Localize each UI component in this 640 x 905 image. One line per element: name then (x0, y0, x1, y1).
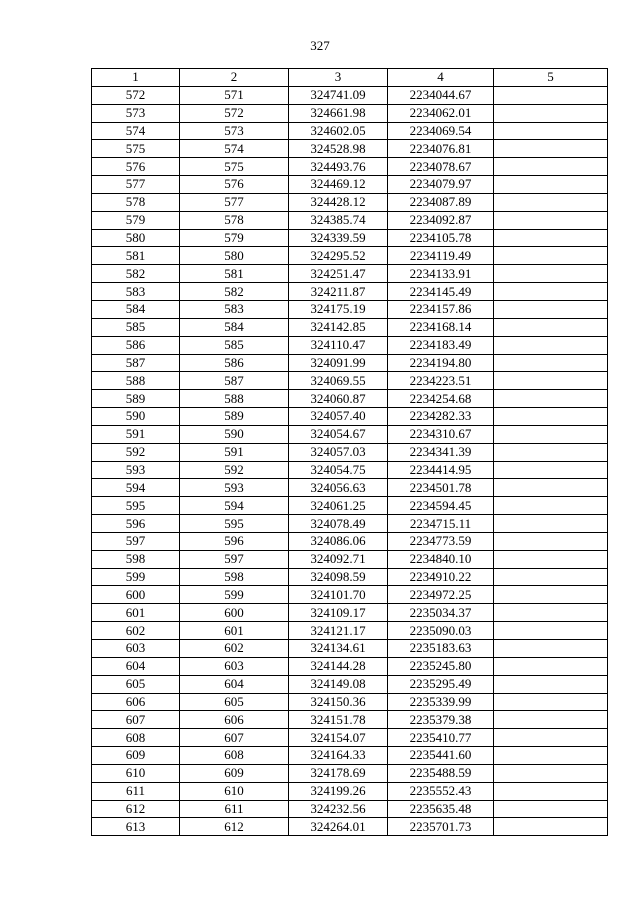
table-cell: 324054.75 (289, 461, 388, 479)
coordinates-table (91, 68, 608, 836)
table-cell: 324121.17 (289, 622, 388, 640)
table-cell: 591 (92, 425, 180, 443)
table-cell: 324339.59 (289, 229, 388, 247)
table-cell: 596 (180, 532, 289, 550)
table-cell (494, 586, 608, 604)
table-cell: 324134.61 (289, 640, 388, 658)
table-row (92, 336, 608, 354)
table-cell: 2234062.01 (388, 104, 494, 122)
table-cell: 324528.98 (289, 140, 388, 158)
page-number: 327 (310, 38, 330, 53)
table-cell: 324741.09 (289, 86, 388, 104)
table-cell: 324057.03 (289, 443, 388, 461)
table-cell (494, 622, 608, 640)
table-cell: 596 (92, 515, 180, 533)
table-cell: 2234972.25 (388, 586, 494, 604)
table-cell: 598 (180, 568, 289, 586)
table-cell: 578 (180, 211, 289, 229)
table-cell: 2234194.80 (388, 354, 494, 372)
table-cell: 324060.87 (289, 390, 388, 408)
table-cell: 324151.78 (289, 711, 388, 729)
table-row (92, 372, 608, 390)
table-cell: 2235090.03 (388, 622, 494, 640)
table-cell: 324091.99 (289, 354, 388, 372)
table-cell (494, 300, 608, 318)
table-cell: 587 (180, 372, 289, 390)
table-cell: 2235410.77 (388, 729, 494, 747)
table-row (92, 782, 608, 800)
table-cell: 324164.33 (289, 747, 388, 765)
table-cell: 2235552.43 (388, 782, 494, 800)
table-cell: 2234076.81 (388, 140, 494, 158)
table-cell: 2235339.99 (388, 693, 494, 711)
table-cell: 610 (92, 764, 180, 782)
header-cell: 5 (494, 69, 608, 87)
table-cell: 2234594.45 (388, 497, 494, 515)
table-cell (494, 140, 608, 158)
table-cell: 608 (180, 747, 289, 765)
table-cell: 324092.71 (289, 550, 388, 568)
table-cell: 2235034.37 (388, 604, 494, 622)
table-cell: 2235379.38 (388, 711, 494, 729)
table-cell: 583 (180, 300, 289, 318)
table-cell (494, 390, 608, 408)
table-cell: 2234133.91 (388, 265, 494, 283)
table-row (92, 818, 608, 836)
table-row (92, 800, 608, 818)
table-cell: 2234044.67 (388, 86, 494, 104)
table-row (92, 176, 608, 194)
table-cell: 612 (180, 818, 289, 836)
table-cell: 324264.01 (289, 818, 388, 836)
table-row (92, 390, 608, 408)
table-cell: 324251.47 (289, 265, 388, 283)
table-row (92, 479, 608, 497)
table-cell: 593 (92, 461, 180, 479)
table-row (92, 675, 608, 693)
table-cell: 574 (92, 122, 180, 140)
table-cell: 586 (92, 336, 180, 354)
table-cell: 598 (92, 550, 180, 568)
table-cell: 608 (92, 729, 180, 747)
table-cell: 324661.98 (289, 104, 388, 122)
table-cell: 324178.69 (289, 764, 388, 782)
table-row (92, 211, 608, 229)
table-cell: 324110.47 (289, 336, 388, 354)
table-cell (494, 532, 608, 550)
table-cell: 2234773.59 (388, 532, 494, 550)
table-cell: 611 (180, 800, 289, 818)
table-cell (494, 104, 608, 122)
header-cell: 1 (92, 69, 180, 87)
table-cell: 577 (92, 176, 180, 194)
table-cell: 599 (180, 586, 289, 604)
table-cell: 587 (92, 354, 180, 372)
table-cell: 2234310.67 (388, 425, 494, 443)
table-cell: 2234183.49 (388, 336, 494, 354)
table-cell: 581 (180, 265, 289, 283)
table-cell: 573 (92, 104, 180, 122)
table-cell: 592 (180, 461, 289, 479)
table-cell: 582 (180, 283, 289, 301)
table-row (92, 425, 608, 443)
table-cell: 324069.55 (289, 372, 388, 390)
table-cell: 584 (92, 300, 180, 318)
table-cell: 601 (180, 622, 289, 640)
table-cell: 324428.12 (289, 193, 388, 211)
table-row (92, 193, 608, 211)
table-cell (494, 693, 608, 711)
table-cell: 2235183.63 (388, 640, 494, 658)
table-cell (494, 747, 608, 765)
table-cell: 324057.40 (289, 408, 388, 426)
table-row (92, 318, 608, 336)
table-cell (494, 479, 608, 497)
table-row (92, 443, 608, 461)
table-cell: 2234079.97 (388, 176, 494, 194)
table-cell: 2234501.78 (388, 479, 494, 497)
table-cell: 2234078.67 (388, 158, 494, 176)
table-cell: 324078.49 (289, 515, 388, 533)
table-cell: 607 (180, 729, 289, 747)
table-cell (494, 336, 608, 354)
table-cell (494, 568, 608, 586)
table-row (92, 640, 608, 658)
table-cell: 589 (92, 390, 180, 408)
table-row (92, 532, 608, 550)
table-cell: 612 (92, 800, 180, 818)
table-cell: 2234092.87 (388, 211, 494, 229)
table-row (92, 247, 608, 265)
table-row (92, 122, 608, 140)
table-row (92, 586, 608, 604)
table-cell: 577 (180, 193, 289, 211)
table-row (92, 747, 608, 765)
table-cell (494, 729, 608, 747)
table-cell (494, 497, 608, 515)
table-cell: 574 (180, 140, 289, 158)
table-cell: 2235701.73 (388, 818, 494, 836)
table-cell: 588 (180, 390, 289, 408)
table-body (92, 86, 608, 835)
table-row (92, 568, 608, 586)
table-cell (494, 515, 608, 533)
table-cell: 2234840.10 (388, 550, 494, 568)
table-cell: 588 (92, 372, 180, 390)
table-cell: 324054.67 (289, 425, 388, 443)
table-cell: 324602.05 (289, 122, 388, 140)
table-cell: 324061.25 (289, 497, 388, 515)
table-cell: 601 (92, 604, 180, 622)
table-cell: 324154.07 (289, 729, 388, 747)
header-row (92, 69, 608, 87)
table-cell: 2234223.51 (388, 372, 494, 390)
table-cell: 324295.52 (289, 247, 388, 265)
table-cell: 583 (92, 283, 180, 301)
table-cell: 2234145.49 (388, 283, 494, 301)
table-cell: 604 (180, 675, 289, 693)
table-cell: 600 (92, 586, 180, 604)
table-cell: 2234157.86 (388, 300, 494, 318)
table-cell: 604 (92, 657, 180, 675)
table-cell: 580 (180, 247, 289, 265)
table-cell: 324469.12 (289, 176, 388, 194)
table-cell (494, 764, 608, 782)
table-cell: 591 (180, 443, 289, 461)
table-cell: 584 (180, 318, 289, 336)
table-cell (494, 640, 608, 658)
table-cell: 586 (180, 354, 289, 372)
table-cell: 592 (92, 443, 180, 461)
table-cell (494, 229, 608, 247)
table-cell: 605 (92, 675, 180, 693)
table-cell: 324493.76 (289, 158, 388, 176)
table-cell: 324109.17 (289, 604, 388, 622)
table-cell: 2234119.49 (388, 247, 494, 265)
table-cell: 2234105.78 (388, 229, 494, 247)
table-cell: 324175.19 (289, 300, 388, 318)
table-cell: 324232.56 (289, 800, 388, 818)
table-row (92, 693, 608, 711)
table-cell: 585 (180, 336, 289, 354)
table-cell: 572 (92, 86, 180, 104)
table-cell: 2235488.59 (388, 764, 494, 782)
table-cell: 590 (180, 425, 289, 443)
table-cell: 602 (92, 622, 180, 640)
table-row (92, 729, 608, 747)
table-cell (494, 425, 608, 443)
header-cell: 2 (180, 69, 289, 87)
table-cell: 2234715.11 (388, 515, 494, 533)
table-cell: 579 (92, 211, 180, 229)
table-cell: 590 (92, 408, 180, 426)
table-cell: 609 (180, 764, 289, 782)
table-row (92, 622, 608, 640)
table-cell: 575 (180, 158, 289, 176)
table-cell (494, 372, 608, 390)
table-cell: 603 (92, 640, 180, 658)
table-row (92, 764, 608, 782)
table-cell: 324056.63 (289, 479, 388, 497)
table-cell: 594 (180, 497, 289, 515)
table-cell: 606 (92, 693, 180, 711)
table-row (92, 265, 608, 283)
table-cell (494, 193, 608, 211)
table-cell (494, 176, 608, 194)
table-cell: 575 (92, 140, 180, 158)
table-cell (494, 675, 608, 693)
table-row (92, 657, 608, 675)
table-cell (494, 550, 608, 568)
table-cell: 324211.87 (289, 283, 388, 301)
table-cell (494, 211, 608, 229)
table-cell: 2235295.49 (388, 675, 494, 693)
table-cell: 2234087.89 (388, 193, 494, 211)
table-cell: 594 (92, 479, 180, 497)
table-cell: 602 (180, 640, 289, 658)
table-cell: 597 (180, 550, 289, 568)
table-row (92, 86, 608, 104)
table-cell: 605 (180, 693, 289, 711)
table-cell: 2234910.22 (388, 568, 494, 586)
table-cell (494, 318, 608, 336)
table-cell (494, 158, 608, 176)
table-row (92, 158, 608, 176)
table-row (92, 283, 608, 301)
table-cell: 581 (92, 247, 180, 265)
table-cell (494, 408, 608, 426)
table-cell: 610 (180, 782, 289, 800)
table-cell (494, 461, 608, 479)
table-header (92, 69, 608, 87)
table-cell: 571 (180, 86, 289, 104)
table-cell (494, 122, 608, 140)
table-row (92, 300, 608, 318)
header-cell: 3 (289, 69, 388, 87)
table-cell: 573 (180, 122, 289, 140)
table-cell: 576 (92, 158, 180, 176)
table-cell: 597 (92, 532, 180, 550)
table-row (92, 104, 608, 122)
table-cell: 324142.85 (289, 318, 388, 336)
table-cell: 578 (92, 193, 180, 211)
table-cell: 599 (92, 568, 180, 586)
table-cell: 2234069.54 (388, 122, 494, 140)
table-row (92, 604, 608, 622)
table-row (92, 550, 608, 568)
table-cell: 613 (92, 818, 180, 836)
table-cell: 603 (180, 657, 289, 675)
table-cell: 324098.59 (289, 568, 388, 586)
table-cell: 606 (180, 711, 289, 729)
table-cell: 324144.28 (289, 657, 388, 675)
table-row (92, 229, 608, 247)
table-cell: 580 (92, 229, 180, 247)
table-cell: 324199.26 (289, 782, 388, 800)
table-cell: 2235635.48 (388, 800, 494, 818)
table-row (92, 354, 608, 372)
table-row (92, 461, 608, 479)
table-cell: 2234414.95 (388, 461, 494, 479)
table-cell (494, 443, 608, 461)
header-cell: 4 (388, 69, 494, 87)
table-row (92, 140, 608, 158)
table-cell (494, 604, 608, 622)
table-cell: 595 (92, 497, 180, 515)
table-cell (494, 800, 608, 818)
table-cell: 589 (180, 408, 289, 426)
table-cell: 2235245.80 (388, 657, 494, 675)
table-cell (494, 283, 608, 301)
table-row (92, 515, 608, 533)
table-cell (494, 711, 608, 729)
table-cell (494, 247, 608, 265)
table-cell: 324385.74 (289, 211, 388, 229)
table-cell (494, 354, 608, 372)
table-cell: 324149.08 (289, 675, 388, 693)
table-cell: 324150.36 (289, 693, 388, 711)
table-cell: 324101.70 (289, 586, 388, 604)
table-cell: 609 (92, 747, 180, 765)
table-cell: 2234282.33 (388, 408, 494, 426)
table-cell: 324086.06 (289, 532, 388, 550)
table-cell: 582 (92, 265, 180, 283)
table-row (92, 497, 608, 515)
table-cell (494, 818, 608, 836)
table-cell: 585 (92, 318, 180, 336)
table-cell (494, 86, 608, 104)
table-cell: 572 (180, 104, 289, 122)
table-cell: 600 (180, 604, 289, 622)
table-cell (494, 657, 608, 675)
table-row (92, 408, 608, 426)
table-cell: 576 (180, 176, 289, 194)
table-cell: 2234341.39 (388, 443, 494, 461)
table-cell: 2234168.14 (388, 318, 494, 336)
table-cell: 607 (92, 711, 180, 729)
table-cell (494, 265, 608, 283)
table-cell: 611 (92, 782, 180, 800)
table-cell: 2235441.60 (388, 747, 494, 765)
table-cell: 593 (180, 479, 289, 497)
table-cell: 2234254.68 (388, 390, 494, 408)
table-row (92, 711, 608, 729)
table-cell: 595 (180, 515, 289, 533)
table-cell: 579 (180, 229, 289, 247)
table-cell (494, 782, 608, 800)
